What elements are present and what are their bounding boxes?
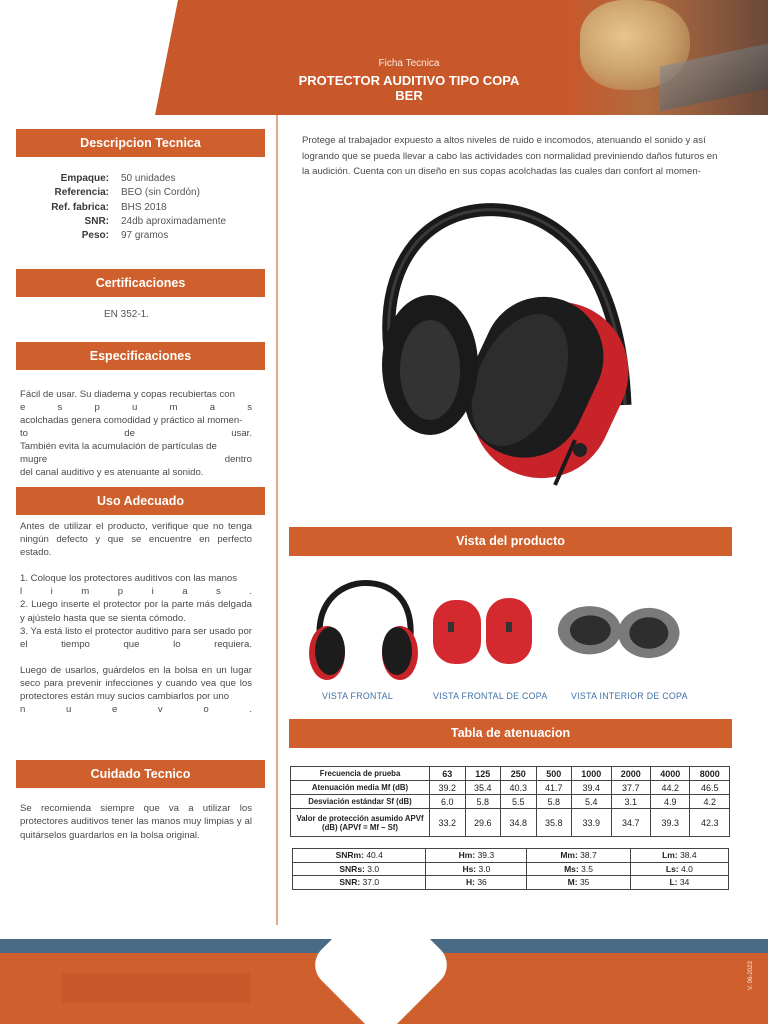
spec-row (20, 229, 270, 243)
step-3: 3. Ya está listo el protector auditivo para ser usado por el tiempo que lo requiera. (20, 625, 252, 650)
table-cell: 44.2 (651, 781, 690, 795)
spec-value: 24db aproximadamente (121, 215, 227, 227)
step-2: 2. Luego inserte el protector por la parte más delgada y ajústelo hasta que se sienta cómodo. (20, 599, 252, 624)
table-cell (293, 862, 426, 876)
table-row-label: Atenuación media Mf (dB) (291, 781, 430, 795)
spec-label: Ref. fabrica: (51, 201, 109, 213)
table-cell: 42.3 (690, 809, 730, 837)
certification-text: EN 352-1. (104, 309, 150, 320)
intro-text: Protege al trabajador expuesto a altos niveles de ruido e incomodos, atenuando el sonido y así logrando que se pueda llevar a cabo las actividades con normalidad previniendo daños futuros en la audición. Cuenta con un diseño en sus copas acolchadas las cuales dan confort al momen- (302, 135, 718, 177)
snr-value: 37.0 (362, 877, 380, 888)
table-cell (426, 876, 527, 890)
cup-interior-view-image (556, 578, 686, 688)
table-cell (426, 862, 527, 876)
table-cell: 63 (430, 767, 466, 781)
earmuff-product-image (370, 200, 640, 500)
table-cell (426, 849, 527, 863)
snr-key: Hm: (458, 850, 476, 861)
snr-value: 36 (477, 877, 487, 888)
spec-label: SNR: (84, 215, 109, 227)
table-cell (527, 862, 630, 876)
snr-key: Mm: (560, 850, 578, 861)
table-cell: 1000 (572, 767, 611, 781)
table-cell (630, 876, 728, 890)
snr-value: 3.0 (478, 863, 491, 874)
table-cell: 33.2 (430, 809, 466, 837)
spec-value: 97 gramos (121, 230, 169, 242)
table-row-label: Desviación estándar Sf (dB) (291, 795, 430, 809)
footer-placeholder (62, 973, 250, 1003)
doc-title (290, 73, 528, 103)
snr-value: 40.4 (366, 850, 383, 861)
spec-row (20, 201, 270, 215)
snr-key: L: (669, 877, 678, 888)
table-cell: 250 (501, 767, 537, 781)
text-line: También evita la acumulación de partículas de (20, 441, 217, 452)
table-cell: 5.4 (572, 795, 611, 809)
paragraph-cont: n u e v o . (20, 704, 252, 716)
table-cell: 37.7 (611, 781, 650, 795)
spec-row (20, 215, 270, 229)
snr-value: 3.5 (581, 863, 593, 874)
table-cell: 2000 (611, 767, 650, 781)
table-cell: 4.2 (690, 795, 730, 809)
table-cell (527, 849, 630, 863)
snr-key: H: (465, 877, 475, 888)
step-1-cont: l i m p i a s . (20, 586, 252, 598)
table-row (291, 781, 730, 795)
snr-value: 38.7 (580, 850, 597, 861)
table-cell: 500 (536, 767, 572, 781)
uso-text (20, 520, 252, 716)
table-row (291, 767, 730, 781)
spec-label: Peso: (81, 230, 109, 242)
table-cell: 35.4 (465, 781, 501, 795)
snr-key: Hs: (462, 863, 477, 874)
snr-key: Ls: (665, 863, 679, 874)
table-cell: 3.1 (611, 795, 650, 809)
table-cell: 6.0 (430, 795, 466, 809)
table-cell: 41.7 (536, 781, 572, 795)
section-cuidado-heading: Cuidado Tecnico (16, 760, 265, 788)
table-cell (630, 849, 728, 863)
spec-value: 50 unidades (121, 173, 176, 184)
section-especificaciones-heading: Especificaciones (16, 342, 265, 370)
snr-key: Lm: (662, 850, 678, 861)
doc-title-line2: BER (395, 88, 423, 103)
spec-row (20, 186, 270, 200)
caption-frontal: VISTA FRONTAL (322, 691, 394, 701)
table-cell: 4.9 (651, 795, 690, 809)
header-banner (0, 0, 768, 115)
paragraph: Antes de utilizar el producto, verifique que no tenga ningún defecto y que se encuentre en perfecto estado. (20, 521, 252, 559)
snr-table (292, 848, 729, 890)
section-certificaciones-heading: Certificaciones (16, 269, 265, 297)
section-descripcion-heading: Descripcion Tecnica (16, 129, 265, 157)
spacer (20, 559, 252, 572)
table-cell: 34.8 (501, 809, 537, 837)
table-row (291, 809, 730, 837)
snr-key: M: (567, 877, 578, 888)
snr-value: 34 (679, 877, 690, 888)
doc-subtitle: Ficha Tecnica (378, 58, 440, 69)
table-cell: 34.7 (611, 809, 650, 837)
table-row-label: Valor de protección asumido APVf (dB) (APVf = Mf – Sf) (291, 809, 430, 837)
snr-key: SNRm: (335, 850, 364, 861)
spec-value: BEO (sin Cordón) (121, 187, 200, 199)
snr-key: Ms: (564, 863, 579, 874)
table-cell: 29.6 (465, 809, 501, 837)
section-uso-heading: Uso Adecuado (16, 487, 265, 515)
snr-value: 35 (579, 877, 590, 888)
table-cell: 5.8 (465, 795, 501, 809)
cup-front-view-image (428, 578, 558, 688)
table-row (291, 795, 730, 809)
caption-cup-front: VISTA FRONTAL DE COPA (433, 691, 548, 701)
spec-value: BHS 2018 (121, 201, 167, 213)
version-label: V. 06-2023 (748, 961, 754, 990)
especificaciones-text (20, 388, 252, 479)
table-cell: 35.8 (536, 809, 572, 837)
text-line: Fácil de usar. Su diadema y copas recubiertas con (20, 389, 235, 400)
table-cell (293, 849, 426, 863)
text-line: to de usar. (20, 428, 252, 439)
snr-value: 38.4 (680, 850, 697, 861)
snr-value: 3.0 (367, 863, 380, 874)
table-cell: 40.3 (501, 781, 537, 795)
spec-list (20, 172, 270, 243)
spec-label: Empaque: (60, 173, 109, 184)
table-row-label: Frecuencia de prueba (291, 767, 430, 781)
snr-key: SNR: (339, 877, 361, 888)
spacer (20, 651, 252, 664)
table-cell (527, 876, 630, 890)
snr-key: SNRs: (339, 863, 365, 874)
table-cell (293, 876, 426, 890)
frontal-view-image (300, 578, 430, 688)
table-cell: 46.5 (690, 781, 730, 795)
spec-label: Referencia: (54, 187, 109, 199)
table-cell: 125 (465, 767, 501, 781)
table-row (293, 849, 729, 863)
tabla-atenuacion-heading: Tabla de atenuacion (289, 719, 732, 748)
snr-value: 39.3 (477, 850, 495, 861)
table-cell: 5.8 (536, 795, 572, 809)
table-cell (630, 862, 728, 876)
table-row (293, 862, 729, 876)
table-cell: 39.2 (430, 781, 466, 795)
text-line: acolchadas genera comodidad y práctico al momen- (20, 415, 243, 426)
attenuation-table (290, 766, 730, 837)
caption-cup-interior: VISTA INTERIOR DE COPA (571, 691, 688, 701)
table-row (293, 876, 729, 890)
table-cell: 39.4 (572, 781, 611, 795)
column-divider (276, 115, 278, 925)
table-cell: 33.9 (572, 809, 611, 837)
text-line: mugre dentro (20, 454, 252, 465)
cuidado-text: Se recomienda siempre que va a utilizar los protectores auditivos tener las manos muy limpias y al quitárselos guardarlos en la bolsa original. (20, 803, 252, 841)
snr-value: 4.0 (681, 863, 693, 874)
text-line: del canal auditivo y es atenuante al sonido. (20, 467, 204, 478)
table-cell: 39.3 (651, 809, 690, 837)
spec-row (20, 172, 270, 186)
table-cell: 4000 (651, 767, 690, 781)
table-cell: 8000 (690, 767, 730, 781)
text-line: e s p u m a s (20, 402, 252, 413)
paragraph: Luego de usarlos, guárdelos en la bolsa en un lugar seco para prevenir infecciones y cuando vea que los protectores están muy sucios cambiarlos por uno (20, 664, 252, 703)
vista-producto-heading: Vista del producto (289, 527, 732, 556)
doc-title-line1: PROTECTOR AUDITIVO TIPO COPA (298, 73, 520, 88)
step-1: 1. Coloque los protectores auditivos con las manos (20, 573, 238, 585)
table-cell: 5.5 (501, 795, 537, 809)
